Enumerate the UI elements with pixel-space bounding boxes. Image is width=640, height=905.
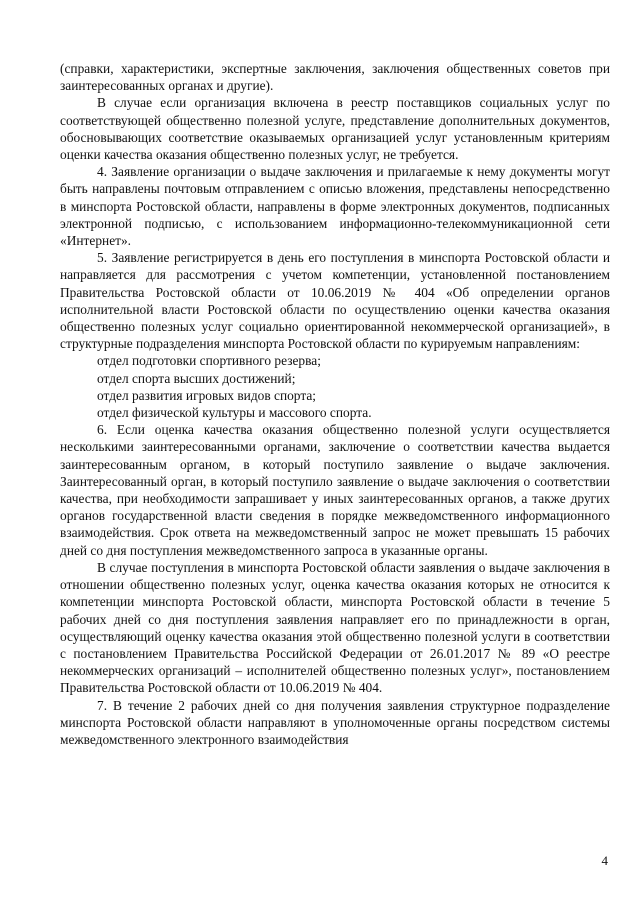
paragraph-item-4: 4. Заявление организации о выдаче заключения и прилагаемые к нему документы могут быть направлены почтовым отправлением с описью вложения, представлены непосредственно в минспорта Ростовской области, направлены в форме электронных документов, подписанных электронной подписью, с использованием информационно-телекоммуникационной сети «Интернет». [60,164,610,249]
paragraph-redirection: В случае поступления в минспорта Ростовской области заявления о выдаче заключения в отношении общественно полезных услуг, оценка качества оказания которых не относится к компетенции минспорта Ростовской области, минспорта Ростовской области в течение 5 рабочих дней со дня поступления заявления направляет его по принадлежности в орган, осуществляющий оценку качества оказания этой общественно полезной услуги в соответствии с постановлением Правительства Российской Федерации от 26.01.2017 № 89 «О реестре некоммерческих организаций – исполнителей общественно полезных услуг», постановлением Правительства Ростовской области от 10.06.2019 № 404. [60,559,610,696]
list-item-department: отдел физической культуры и массового спорта. [97,405,372,421]
list-item-department: отдел развития игровых видов спорта; [97,387,317,403]
paragraph-item-7: 7. В течение 2 рабочих дней со дня получения заявления структурное подразделение минспорта Ростовской области направляют в уполномоченные органы посредством системы межведомственного электронного взаимодействия [60,697,610,747]
list-item-department: отдел спорта высших достижений; [97,370,296,386]
list-item-department: отдел подготовки спортивного резерва; [97,353,321,369]
paragraph-continuation: (справки, характеристики, экспертные заключения, заключения общественных советов при заинтересованных органах и другие). [60,61,610,94]
paragraph-item-6: 6. Если оценка качества оказания общественно полезной услуги осуществляется несколькими заинтересованными органами, заключение о соответствии качества выдается заинтересованным органом, в который поступило заявление о выдаче заключения. Заинтересованный орган, в который поступило заявление о выдаче заключения о соответствии качества, при необходимости запрашивает у иных заинтересованных органов, а также других органов государственной власти сведения в порядке межведомственного информационного взаимодействия. Срок ответа на межведомственный запрос не может превышать 15 рабочих дней со дня поступления межведомственного запроса в указанные органы. [60,422,610,558]
document-body [60,60,610,748]
paragraph-social-registry: В случае если организация включена в реестр поставщиков социальных услуг по соответствующей общественно полезной услуге, представление дополнительных документов, обосновывающих соответствие оказываемых организацией услуг установленным критериям оценки качества оказания общественно полезных услуг, не требуется. [60,95,610,163]
page-number: 4 [601,853,608,868]
paragraph-item-5: 5. Заявление регистрируется в день его поступления в минспорта Ростовской области и направляется для рассмотрения с учетом компетенции, установленной постановлением Правительства Ростовской области от 10.06.2019 № 404 «Об определении органов исполнительной власти Ростовской области по осуществлению оценки качества оказания общественно полезных услуг социально ориентированной некоммерческой организацией», в структурные подразделения минспорта Ростовской области по курируемым направлениям: [60,250,610,352]
